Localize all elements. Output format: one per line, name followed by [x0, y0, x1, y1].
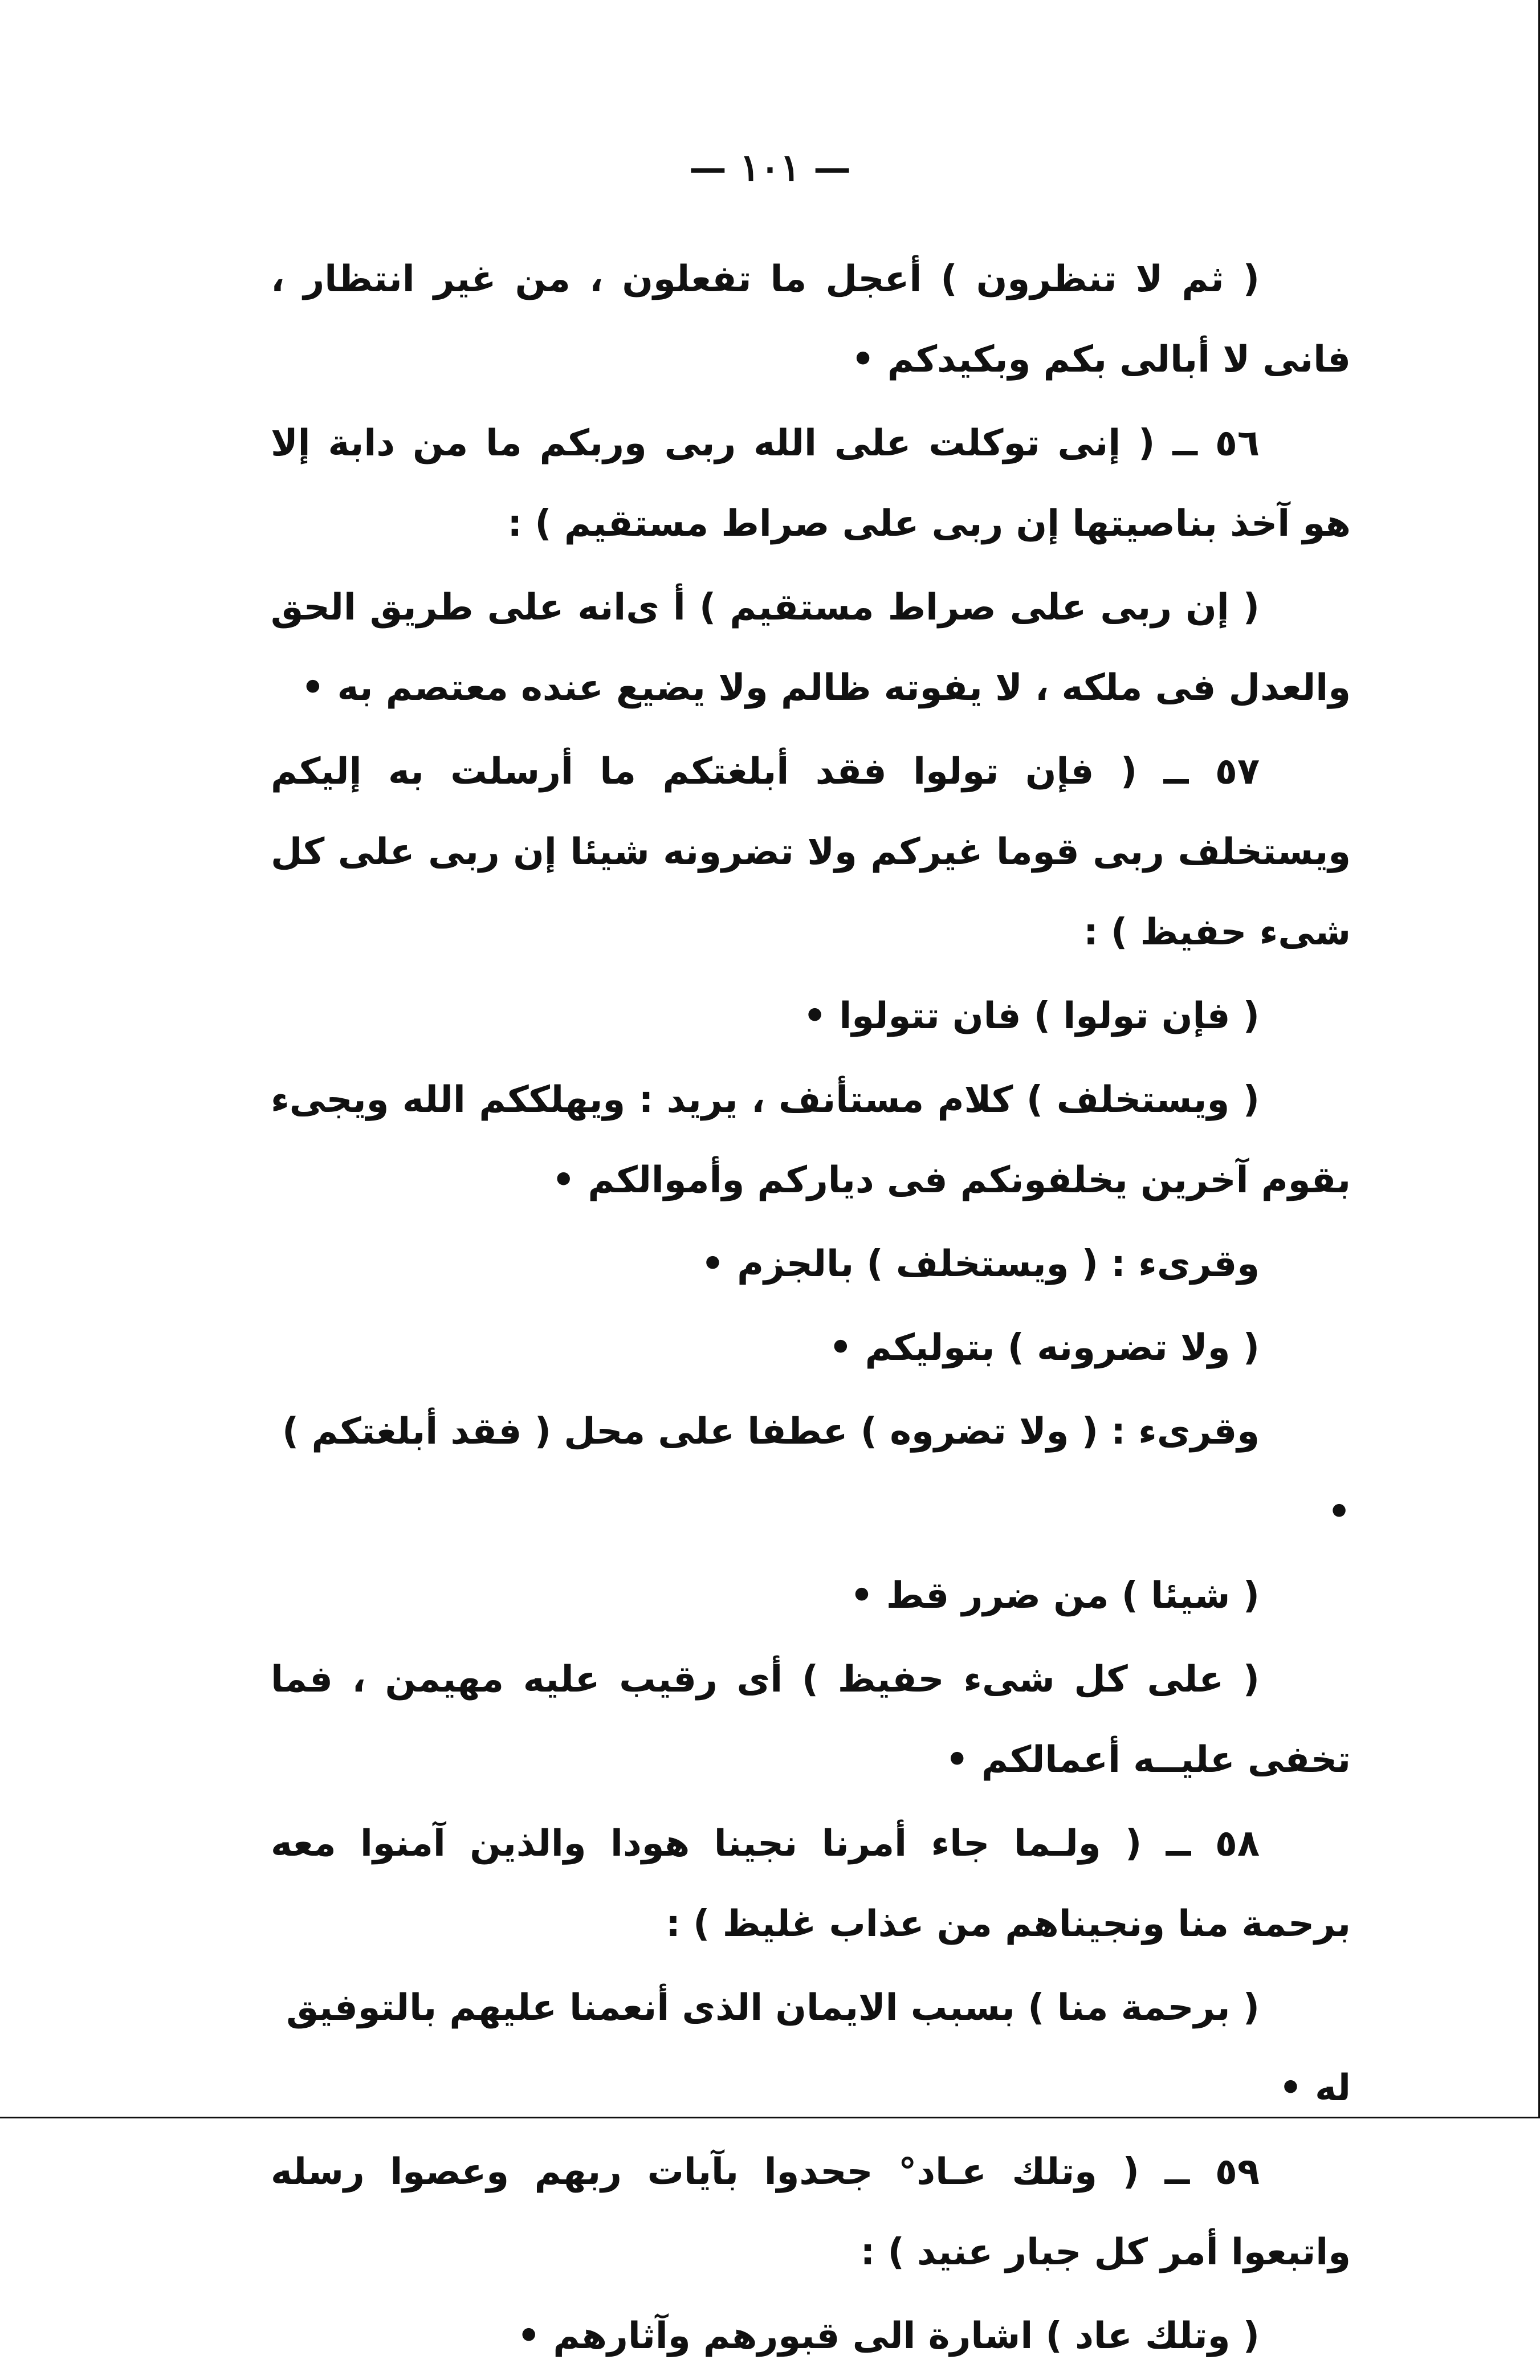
page-number: — ١٠١ —	[688, 145, 852, 190]
paragraph: ٥٩ ــ ( وتلك عـاد° جحدوا بآيات ربهم وعصوا رسله واتبعوا أمر كل جبار عنيد ) :	[271, 2151, 1351, 2273]
paragraph: ( ويستخلف ) كلام مستأنف ، يريد : ويهلككم الله ويجىء بقوم آخرين يخلفونكم فى دياركم وأموالكم •	[271, 1079, 1351, 1201]
paragraph: ( برحمة منا ) بسبب الايمان الذى أنعمنا عليهم بالتوفيق له •	[286, 1987, 1351, 2109]
paragraph: ٥٨ ــ ( ولـما جاء أمرنا نجينا هودا والذين آمنوا معه برحمة منا ونجيناهم من عذاب غليظ ) :	[271, 1823, 1351, 1945]
paragraph: ( فإن تولوا ) فان تتولوا •	[803, 995, 1260, 1037]
paragraph: وقرىء : ( ولا تضروه ) عطفا على محل ( فقد أبلغتكم ) •	[282, 1411, 1351, 1533]
paragraph: ( شيئا ) من ضرر قط •	[850, 1575, 1260, 1617]
paragraph: ( ثم لا تنظرون ) أعجل ما تفعلون ، من غير انتظار ، فانى لا أبالى بكم وبكيدكم •	[271, 258, 1351, 381]
paragraph: ( على كل شىء حفيظ ) أى رقيب عليه مهيمن ، فما تخفى عليــه أعمالكم •	[271, 1658, 1351, 1781]
paragraph: ( وتلك عاد ) اشارة الى قبورهم وآثارهم •	[517, 2315, 1260, 2357]
paragraph: ( ولا تضرونه ) بتوليكم •	[829, 1327, 1260, 1369]
paragraph: ( إن ربى على صراط مستقيم ) أ ى‌انه على طريق الحق والعدل فى ملكه ، لا يفوته ظالم ولا يضيع عنده معتصم به •	[271, 586, 1351, 709]
paragraph: ٥٦ ــ ( إنى توكلت على الله ربى وربكم ما من دابة إلا هو آخذ بناصيتها إن ربى على صراط مستقيم ) :	[271, 422, 1351, 545]
paragraph: ٥٧ ــ ( فإن تولوا فقد أبلغتكم ما أرسلت به إليكم ويستخلف ربى قوما غيركم ولا تضرونه شيئا إن ربى على كل شىء حفيظ ) :	[271, 751, 1351, 953]
page-body	[271, 239, 1351, 2380]
paragraph: وقرىء : ( ويستخلف ) بالجزم •	[700, 1243, 1260, 1285]
